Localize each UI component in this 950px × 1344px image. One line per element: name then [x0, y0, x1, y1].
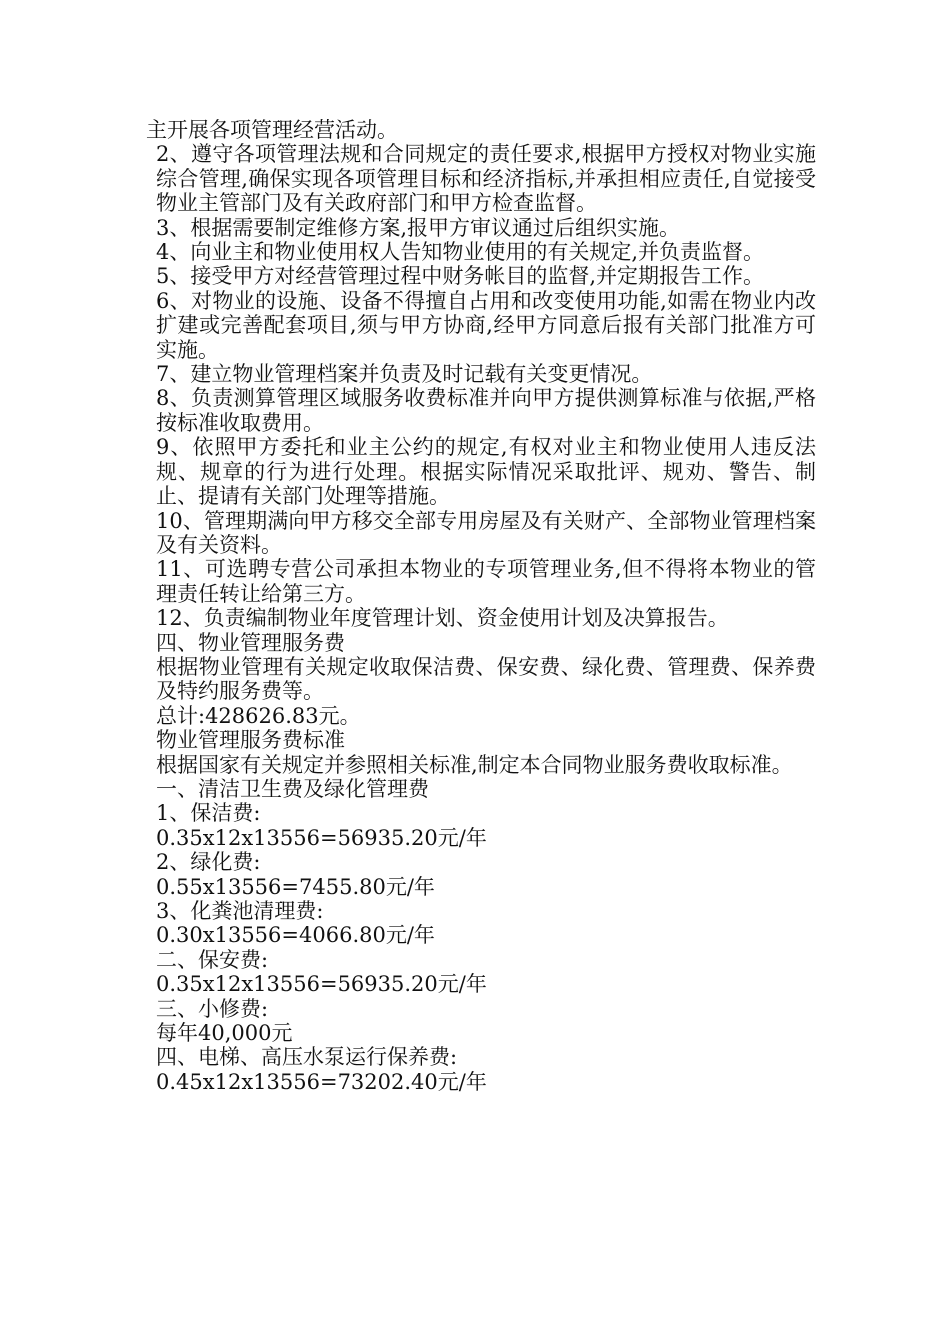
paragraph-12: 12、负责编制物业年度管理计划、资金使用计划及决算报告。 — [156, 606, 729, 631]
paragraph-2: 2、遵守各项管理法规和合同规定的责任要求,根据甲方授权对物业实施综合管理,确保实现各项管理目标和经济指标,并承担相应责任,自觉接受物业主管部门及有关政府部门和甲方检查监督。 — [156, 142, 816, 216]
paragraph-1: 主开展各项管理经营活动。 — [146, 118, 398, 142]
paragraph-10: 10、管理期满向甲方移交全部专用房屋及有关财产、全部物业管理档案及有关资料。 — [156, 508, 816, 557]
paragraph-fee-basis: 根据国家有关规定并参照相关标准,制定本合同物业服务费收取标准。 — [156, 752, 793, 777]
item-greening-label: 2、绿化费: — [156, 850, 261, 875]
item-elevator-pump-formula: 0.45x12x13556=73202.40元/年 — [156, 1069, 487, 1094]
paragraph-4: 4、向业主和物业使用权人告知物业使用的有关规定,并负责监督。 — [156, 240, 765, 265]
item-septic-formula: 0.30x13556=4066.80元/年 — [156, 923, 435, 948]
paragraph-fee-items: 根据物业管理有关规定收取保洁费、保安费、绿化费、管理费、保养费及特约服务费等。 — [156, 654, 816, 704]
item-septic-label: 3、化粪池清理费: — [156, 899, 324, 923]
section-security: 二、保安费: — [156, 947, 269, 972]
paragraph-5: 5、接受甲方对经营管理过程中财务帐目的监督,并定期报告工作。 — [156, 264, 765, 289]
section-elevator-pump: 四、电梯、高压水泵运行保养费: — [156, 1045, 458, 1070]
paragraph-8: 8、负责测算管理区域服务收费标准并向甲方提供测算标准与依据,严格按标准收取费用。 — [156, 386, 816, 435]
fee-standard-title: 物业管理服务费标准 — [156, 728, 345, 753]
document-body — [146, 118, 816, 1094]
section-heading-service-fee: 四、物业管理服务费 — [156, 630, 345, 655]
total-amount: 总计:428626.83元。 — [156, 703, 361, 728]
item-cleaning-label: 1、保洁费: — [156, 801, 261, 826]
item-cleaning-formula: 0.35x12x13556=56935.20元/年 — [156, 825, 487, 850]
paragraph-3: 3、根据需要制定维修方案,报甲方审议通过后组织实施。 — [156, 215, 681, 240]
item-security-formula: 0.35x12x13556=56935.20元/年 — [156, 972, 487, 997]
section-cleaning-greening: 一、清洁卫生费及绿化管理费 — [156, 776, 429, 801]
paragraph-7: 7、建立物业管理档案并负责及时记载有关变更情况。 — [156, 362, 653, 387]
paragraph-9: 9、依照甲方委托和业主公约的规定,有权对业主和物业使用人违反法规、规章的行为进行处理。根据实际情况采取批评、规劝、警告、制止、提请有关部门处理等措施。 — [156, 435, 816, 509]
section-minor-repair: 三、小修费: — [156, 996, 269, 1021]
item-greening-formula: 0.55x13556=7455.80元/年 — [156, 874, 435, 899]
paragraph-6: 6、对物业的设施、设备不得擅自占用和改变使用功能,如需在物业内改扩建或完善配套项目,须与甲方协商,经甲方同意后报有关部门批准方可实施。 — [156, 288, 816, 362]
item-minor-repair-value: 每年40,000元 — [156, 1021, 293, 1046]
paragraph-11: 11、可选聘专营公司承担本物业的专项管理业务,但不得将本物业的管理责任转让给第三方。 — [156, 557, 816, 606]
